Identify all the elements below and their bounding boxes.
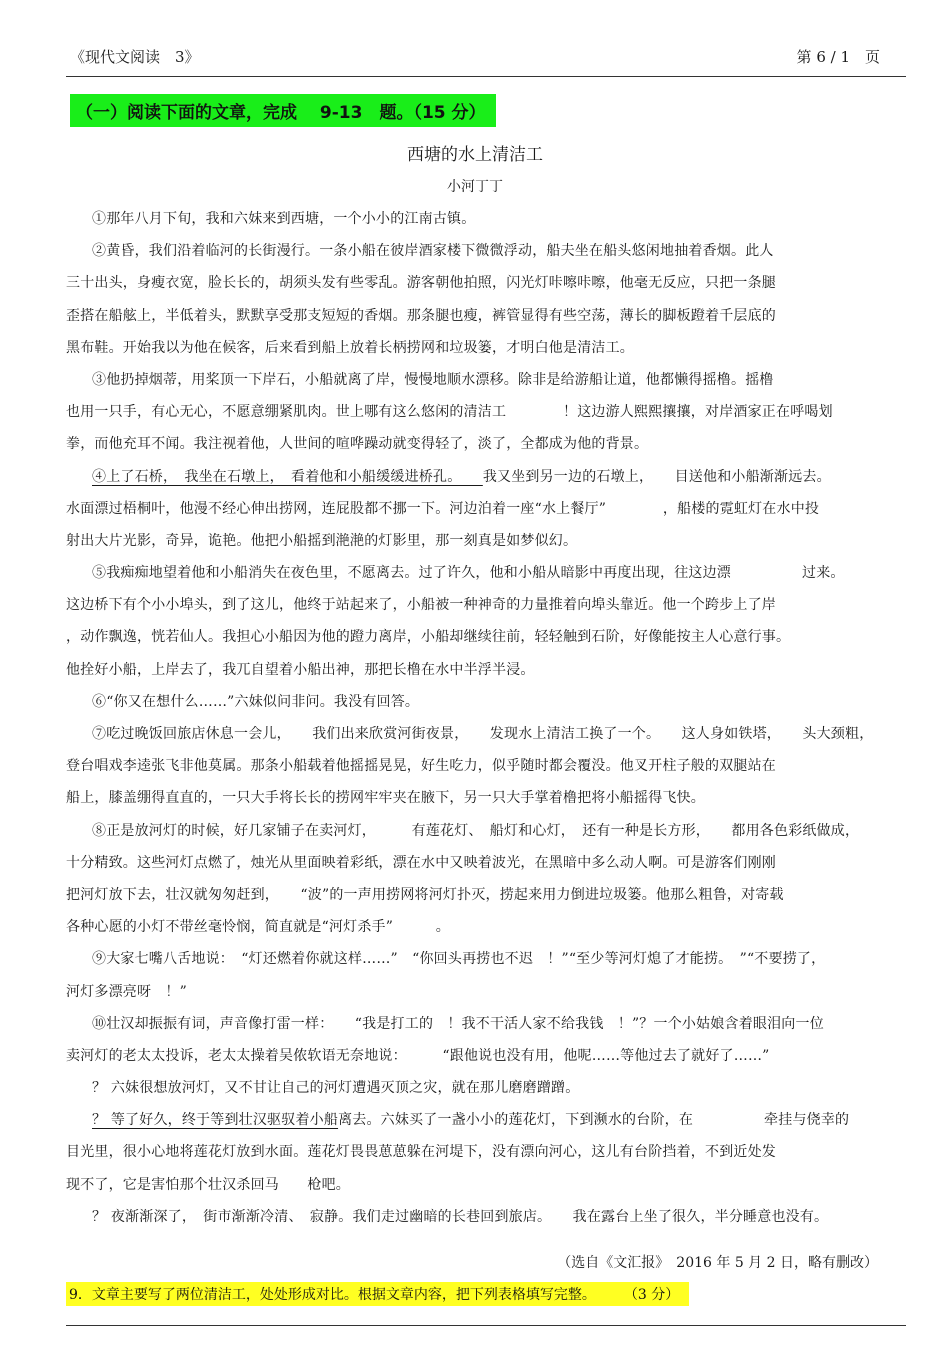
article-author: 小河丁丁 (447, 179, 503, 195)
text-line: 登台唱戏李逵张飞非他莫属。那条小船载着他摇摇晃晃，好生吃力，似乎随时都会覆没。他叉开柱子般的双腿站在 (66, 758, 776, 775)
text-line: 也用一只手，有心无心，不愿意绷紧肌肉。世上哪有这么悠闲的清洁工 ！这边游人熙熙攘攘，对岸酒家正在呼喝划 (66, 404, 833, 421)
article-title: 西塘的水上清洁工 (407, 145, 543, 165)
text-line: 这边桥下有个小小埠头，到了这儿，他终于站起来了，小船被一种神奇的力量推着向埠头靠近。他一个跨步上了岸 (66, 597, 776, 614)
text-line: ①那年八月下旬，我和六妹来到西塘，一个小小的江南古镇。 (92, 211, 476, 227)
text-line: ？ 等了好久，终于等到壮汉驱驭着小船离去。六妹买了一盏小小的莲花灯，下到濒水的台阶，在 牵挂与侥幸的 (92, 1112, 850, 1129)
source-note: （选自《文汇报》 2016 年 5 月 2 日，略有删改） (557, 1255, 878, 1271)
text-line: ②黄昏，我们沿着临河的长街漫行。一条小船在彼岸酒家楼下微微浮动，船夫坐在船头悠闲地抽着香烟。此人 (92, 243, 774, 260)
question-9: 9．文章主要写了两位清洁工，处处形成对比。根据文章内容，把下列表格填写完整。 （3 分） (66, 1282, 689, 1306)
text-line: 他拴好小船，上岸去了，我兀自望着小船出神，那把长橹在水中半浮半浸。 (66, 661, 535, 678)
text-line: ？ 夜渐渐深了， 街市渐渐冷清、 寂静。我们走过幽暗的长巷回到旅店。 我在露台上坐了很久，半分睡意也没有。 (92, 1208, 829, 1225)
text-line: 拳，而他充耳不闻。我注视着他，人世间的喧哗躁动就变得轻了，淡了，全都成为他的背景。 (66, 436, 649, 453)
text-line: ④上了石桥， 我坐在石墩上， 看着他和小船缓缓进桥孔。 我又坐到另一边的石墩上， 目送他和小船渐渐远去。 (92, 468, 831, 485)
section-heading: （一）阅读下面的文章，完成 9-13 题。（15 分） (70, 94, 496, 127)
underlined-text: ？ 等了好久，终于等到壮汉驱驭着小船 (92, 1112, 339, 1129)
text-line: ？ 六妹很想放河灯，又不甘让自己的河灯遭遇灭顶之灾，就在那儿磨磨蹭蹭。 (92, 1080, 580, 1097)
text-line: 船上，膝盖绷得直直的，一只大手将长长的捞网牢牢夹在腋下，另一只大手掌着橹把将小船摇得飞快。 (66, 790, 705, 807)
text-line: 歪搭在船舷上，半低着头，默默享受那支短短的香烟。那条腿也瘦，裤管显得有些空荡，薄长的脚板蹬着千层底的 (66, 307, 776, 324)
text-line: 现不了，它是害怕那个壮汉杀回马 枪吧。 (66, 1176, 350, 1193)
underlined-text: ④上了石桥， 我坐在石墩上， 看着他和小船缓缓进桥孔。 (92, 468, 483, 485)
text-line: ，动作飘逸，恍若仙人。我担心小船因为他的蹬力离岸，小船却继续往前，轻轻触到石阶，好像能按主人心意行事。 (66, 629, 791, 646)
text-line: 黑布鞋。开始我以为他在候客，后来看到船上放着长柄捞网和垃圾篓，才明白他是清洁工。 (66, 339, 634, 356)
text-line: 各种心愿的小灯不带丝毫怜悯，简直就是“河灯杀手” 。 (66, 919, 450, 936)
text-line: 河灯多漂亮呀 ！” (66, 983, 187, 1000)
header-page-number: 第 6 / 1 页 (796, 48, 880, 66)
text-line: 把河灯放下去，壮汉就匆匆赶到， “波”的一声用捞网将河灯扑灭，捞起来用力倒进垃圾篓。他那么粗鲁，对寄载 (66, 886, 784, 903)
text-line: ③他扔掉烟蒂，用桨顶一下岸石，小船就离了岸，慢慢地顺水漂移。除非是给游船让道，他都懒得摇橹。摇橹 (92, 371, 774, 388)
text-line: ⑤我痴痴地望着他和小船消失在夜色里，不愿离去。过了许久，他和小船从暗影中再度出现，往这边漂 过来。 (92, 565, 845, 582)
header-doc-title: 《现代文阅读 3》 (70, 48, 200, 66)
text-line: 十分精致。这些河灯点燃了，烛光从里面映着彩纸，漂在水中又映着波光，在黑暗中多么动人啊。可是游客们刚刚 (66, 854, 776, 871)
text-line: ⑥“你又在想什么……”六妹似问非问。我没有回答。 (92, 693, 420, 710)
text-line: 水面漂过梧桐叶，他漫不经心伸出捞网，连屁股都不挪一下。河边泊着一座“水上餐厅” ，船楼的霓虹灯在水中投 (66, 500, 820, 517)
header-divider (66, 76, 906, 77)
text-line: ⑦吃过晚饭回旅店休息一会儿， 我们出来欣赏河街夜景， 发现水上清洁工换了一个。 这人身如铁塔， 头大颈粗， (92, 726, 874, 742)
article-body (66, 203, 902, 1233)
text-line: ⑩壮汉却振振有词，声音像打雷一样： “我是打工的 ！我不干活人家不给我钱 ！”？一个小姑娘含着眼泪向一位 (92, 1015, 824, 1032)
text-line: 目光里，很小心地将莲花灯放到水面。莲花灯畏畏葸葸躲在河堤下，没有漂向河心，这儿有台阶挡着，不到近处发 (66, 1144, 776, 1161)
text-line: ⑨大家七嘴八舌地说： “灯还燃着你就这样……” “你回头再捞也不迟 ！”“至少等河灯熄了才能捞。 ”“不要捞了， (92, 951, 826, 968)
text-line: 卖河灯的老太太投诉，老太太操着吴侬软语无奈地说： “跟他说也没有用，他呢……等他过去了就好了……” (66, 1047, 770, 1064)
text-line: ⑧正是放河灯的时候，好几家铺子在卖河灯， 有莲花灯、 船灯和心灯， 还有一种是长方形， 都用各色彩纸做成， (92, 822, 860, 839)
text-line: 三十出头，身瘦衣宽，脸长长的，胡须头发有些零乱。游客朝他拍照，闪光灯咔嚓咔嚓，他毫无反应，只把一条腿 (66, 275, 776, 292)
text-line: 射出大片光影，奇异，诡艳。他把小船摇到滟滟的灯影里，那一刻真是如梦似幻。 (66, 532, 578, 549)
footer-divider (66, 1325, 906, 1326)
